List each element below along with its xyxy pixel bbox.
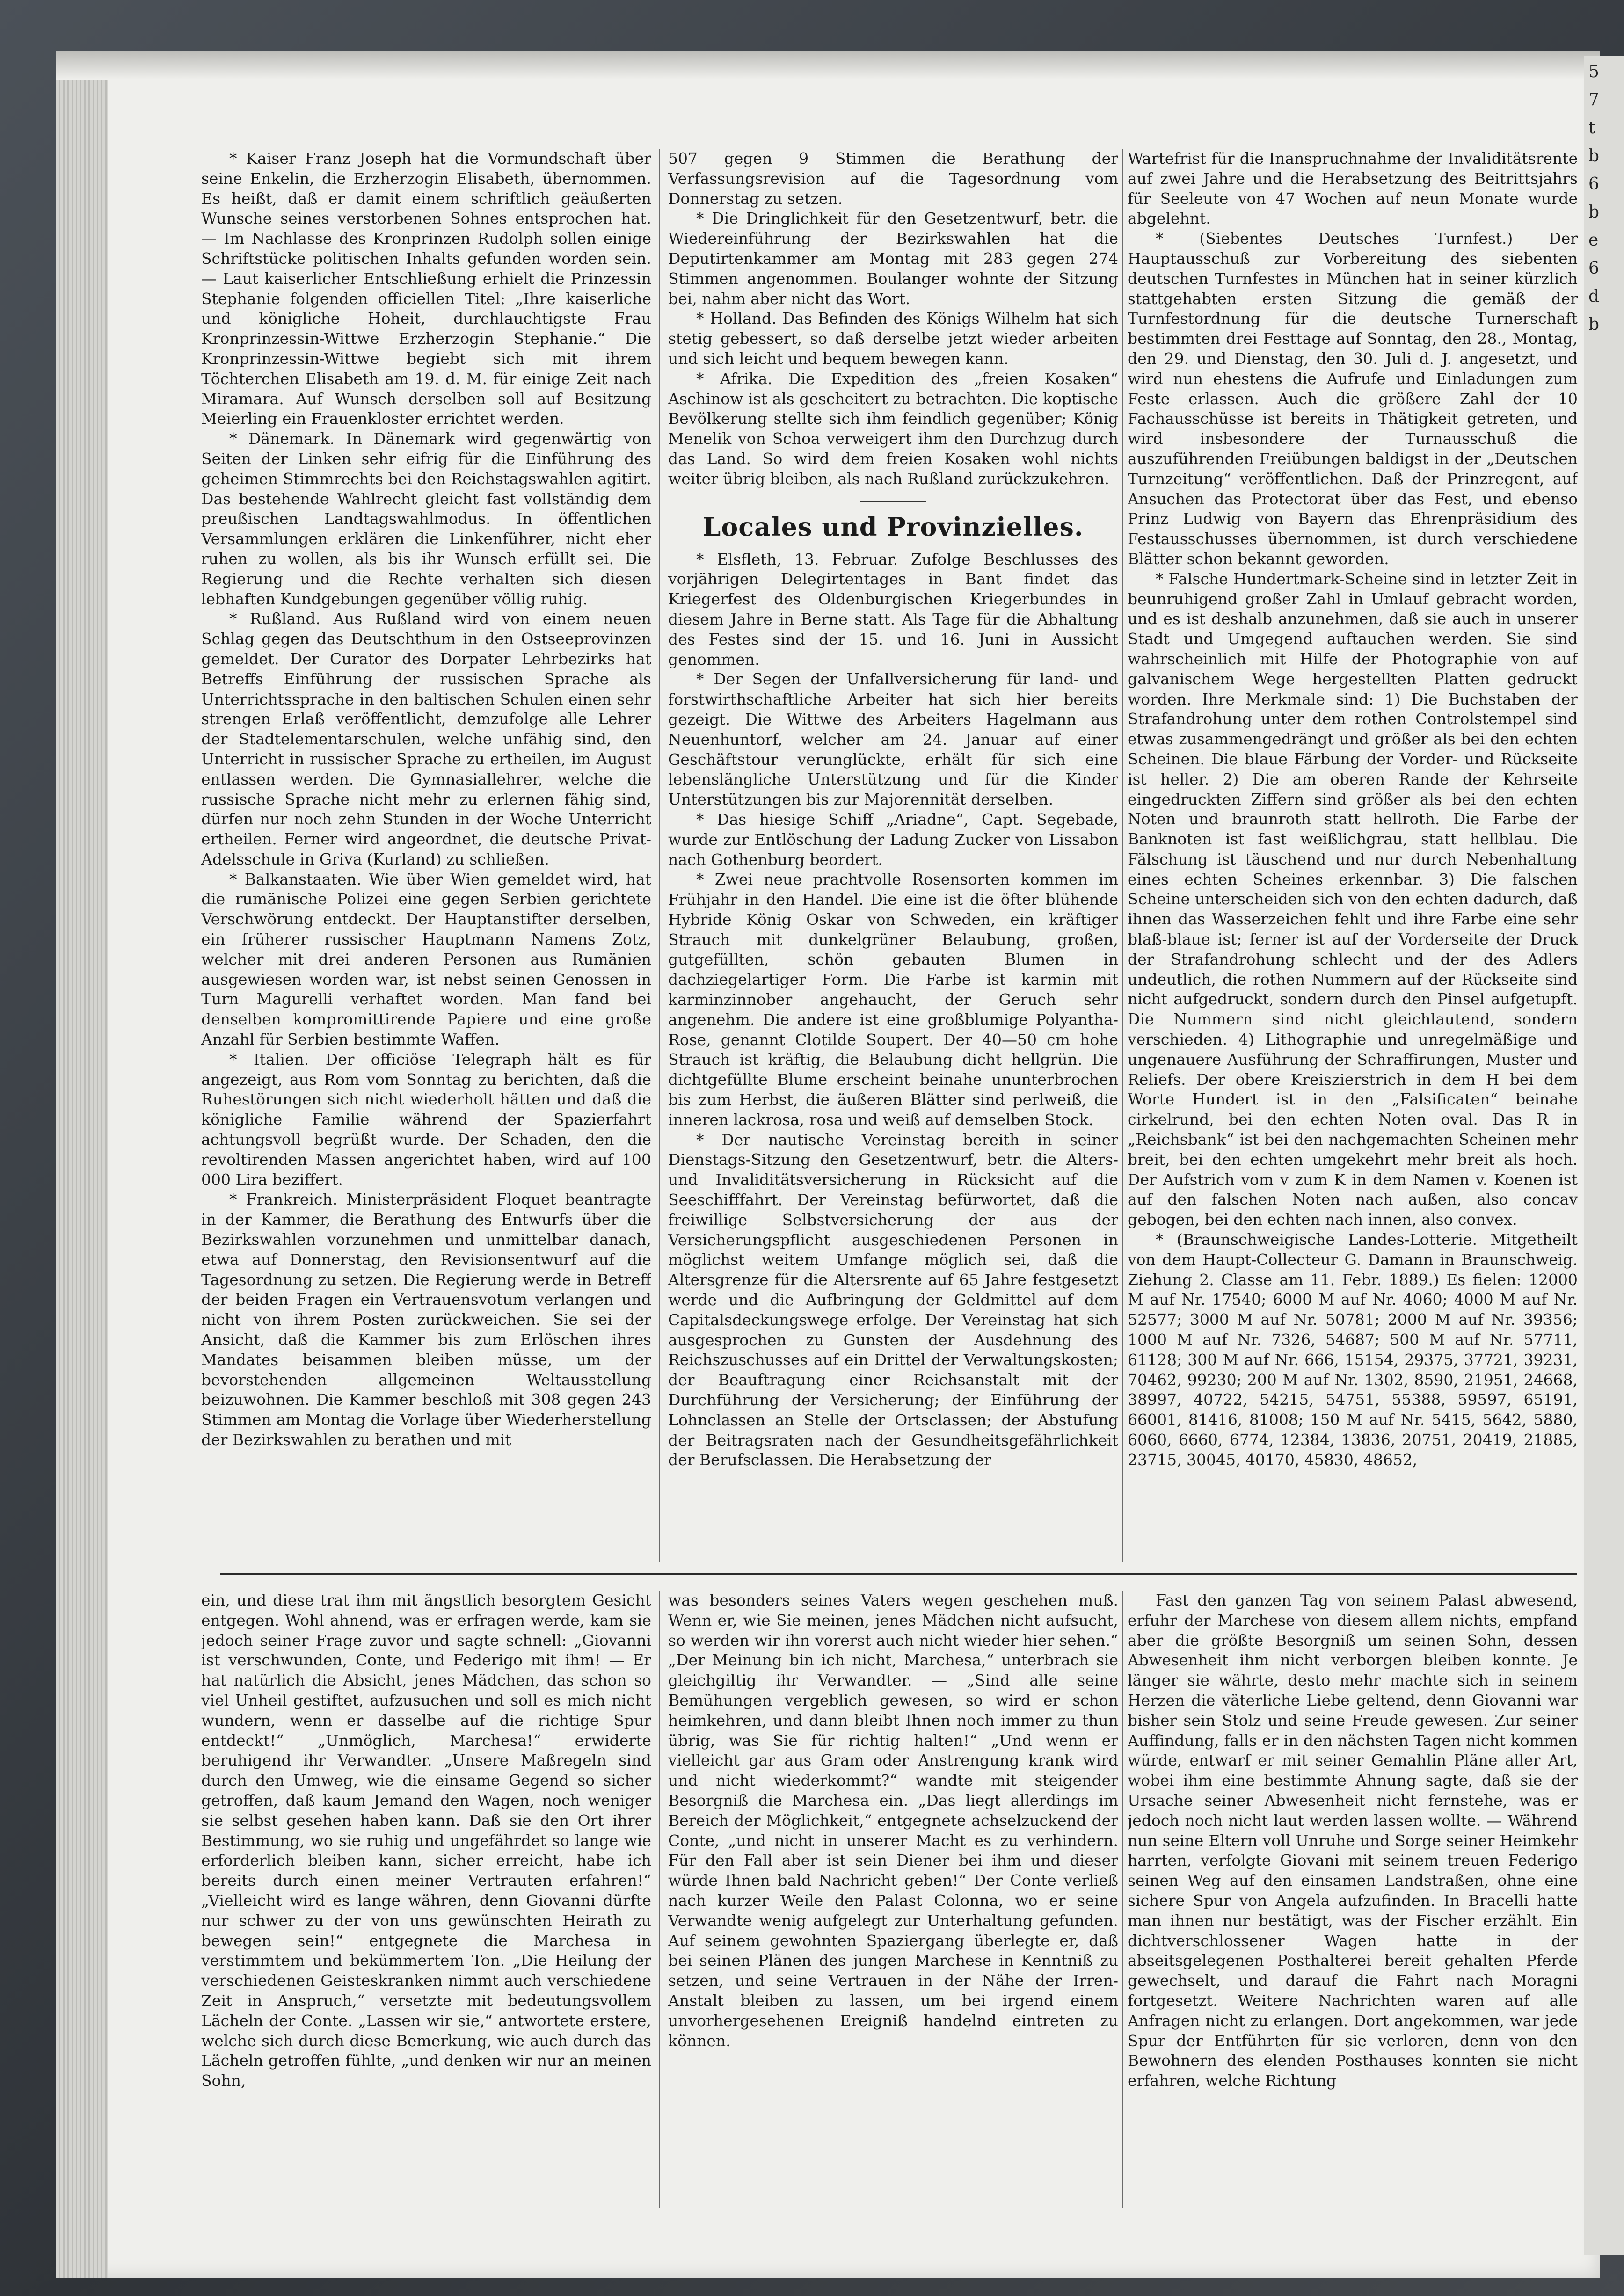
column-rule	[1122, 1591, 1123, 2208]
column-rule	[1122, 149, 1123, 1562]
margin-char: d	[1588, 287, 1600, 306]
column-2	[668, 149, 1118, 1566]
feuilleton-divider	[220, 1573, 1577, 1575]
column-rule	[659, 1591, 660, 2208]
article-africa: * Afrika. Die Expedition des „freien Kosaken“ Aschinow ist als gescheitert zu betrachten. Die koptische Bevölkerung stellte sich ihm feindlich gegenüber; König Menelik von Schoa verweigert ihm den Durchzug durch das Land. So wird dem freien Kosaken wohl nichts weiter übrig bleiben, als nach Rußland zurückzukehren.	[668, 369, 1118, 488]
margin-char: b	[1588, 203, 1600, 222]
column-rule	[659, 149, 660, 1562]
article-austria: * Kaiser Franz Joseph hat die Vormundschaft über seine Enkelin, die Erzherzogin Elisabeth, übernommen. Es heißt, daß er damit einem schriftlich geäußerten Wunsche seines verstorbenen Sohnes entsprochen hat. — Im Nachlasse des Kronprinzen Rudolph sollen einige Schriftstücke politischen Inhalts gefunden worden sein. — Laut kaiserlicher Entschließung erhielt die Prinzessin Stephanie folgenden officiellen Titel: „Ihre kaiserliche und königliche Hoheit, durchlauchtigste Frau Kronprinzessin-Wittwe Erzherzogin Stephanie.“ Die Kronprinzessin-Wittwe begiebt sich mit ihrem Töchterchen Elisabeth am 19. d. M. für einige Zeit nach Miramara. Auf Wunsch derselben soll auf Besitzung Meierling ein Frauenkloster errichtet werden.	[201, 149, 651, 428]
page-stack-edge	[56, 51, 108, 2278]
adjacent-page-strip	[1584, 56, 1624, 2255]
article-italy: * Italien. Der officiöse Telegraph hält es für angezeigt, aus Rom vom Sonntag zu berichten, daß die Ruhestörungen sich nicht wiederholt hätten und daß die königliche Familie während der Spazierfahrt achtungsvoll begrüßt wurde. Der Schaden, den die revoltirenden Massen angerichtet haben, wird auf 100 000 Lira beziffert.	[201, 1050, 651, 1189]
margin-char: 5	[1588, 62, 1599, 81]
article-unfall: * Der Segen der Unfallversicherung für land- und forstwirthschaftliche Arbeiter hat sich hier bereits gezeigt. Die Wittwe des Arbeiters Hagelmann aus Neuenhuntorf, welcher am 24. Januar auf einer Geschäftstour verunglückte, erhält für sich eine lebenslängliche Unterstützung und für die Kinder Unterstützungen bis zur Majorennität derselben.	[668, 670, 1118, 809]
article-elsfleth: * Elsfleth, 13. Februar. Zufolge Beschlusses des vorjährigen Delegirtentages in Bant findet das Kriegerfest des Oldenburgischen Kriegerbundes in diesem Jahre in Berne statt. Als Tage für die Abhaltung des Festes sind der 15. und 16. Juni in Aussicht genommen.	[668, 550, 1118, 668]
section-divider	[860, 501, 926, 502]
article-russia: * Rußland. Aus Rußland wird von einem neuen Schlag gegen das Deutschthum in den Ostseeprovinzen gemeldet. Der Curator des Dorpater Lehrbezirks hat Betreffs Einführung der russischen Sprache als Unterrichtssprache in den baltischen Schulen einen sehr strengen Erlaß veröffentlicht, demzufolge alle Lehrer der Stadtelementarschulen, welche unfähig sind, den Unterricht in russischer Sprache zu ertheilen, im August entlassen werden. Die Gymnasiallehrer, welche die russische Sprache nicht mehr zu erlernen fähig sind, dürfen nur noch zehn Stunden in der Woche Unterricht ertheilen. Ferner wird angeordnet, die deutsche Privat-Adelsschule in Griva (Kurland) zu schließen.	[201, 610, 651, 868]
article-turnfest: * (Siebentes Deutsches Turnfest.) Der Hauptausschuß zur Vorbereitung des siebenten deutschen Turnfestes in München hat in seiner kürzlich stattgehabten ersten Sitzung die gemäß der Turnfestordnung für die deutsche Turnerschaft bestimmten drei Festtage auf Sonntag, den 28., Montag, den 29. und Dienstag, den 30. Juli d. J. angesetzt, und wird nun ehestens die Aufrufe und Einladungen zum Feste erlassen. Auch die größere Zahl der 10 Fachausschüsse ist bereits in Thätigkeit getreten, und wird insbesondere der Turnausschuß die auszuführenden Freiübungen baldigst in der „Deutschen Turnzeitung“ veröffentlichen. Daß der Prinzregent, auf Ansuchen das Protectorat über das Fest, und ebenso Prinz Ludwig von Bayern das Ehrenpräsidium des Festausschusses übernommen, ist durch verschiedene Blätter schon bekannt geworden.	[1128, 229, 1578, 568]
column-3	[1128, 149, 1578, 1566]
feuilleton-text: was besonders seines Vaters wegen geschehen muß. Wenn er, wie Sie meinen, jenes Mädchen nicht aufsucht, so werden wir ihn vorerst auch nicht wieder hier sehen.“ „Der Meinung bin ich nicht, Marchesa,“ unterbrach sie gleichgiltig ihr Verwandter. — „Sind alle seine Bemühungen vergeblich gewesen, so wird er schon heimkehren, und dann bleibt Ihnen noch immer zu thun übrig, was Sie für richtig halten!“ „Und wenn er vielleicht gar aus Gram oder Anstrengung krank wird und nicht wiederkommt?“ wandte mit steigender Besorgniß die Marchesa ein. „Das liegt allerdings im Bereich der Möglichkeit,“ entgegnete achselzuckend der Conte, „und nicht in unserer Macht es zu verhindern. Für den Fall aber ist sein Diener bei ihm und dieser würde Ihnen bald Nachricht geben!“ Der Conte verließ nach kurzer Weile den Palast Colonna, wo er seine Verwandte wenig aufgelegt zur Unterhaltung gefunden. Auf seinem gewohnten Spaziergang überlegte er, daß bei seinen Plänen des jungen Marchese in Kenntniß zu setzen, und seine Vertrauen in der Nähe der Irren-Anstalt bleiben zu lassen, um bei irgend einem unvorhergesehenen Ereigniß handelnd eintreten zu können.	[668, 1591, 1118, 2050]
feuilleton-column-2	[668, 1591, 1118, 2213]
article-dringlichkeit: * Die Dringlichkeit für den Gesetzentwurf, betr. die Wiedereinführung der Bezirkswahlen hat die Deputirtenkammer am Montag mit 283 gegen 274 Stimmen angenommen. Boulanger wohnte der Sitzung bei, nahm aber nicht das Wort.	[668, 209, 1118, 308]
article-denmark: * Dänemark. In Dänemark wird gegenwärtig von Seiten der Linken sehr eifrig für die Einführung des geheimen Stimmrechts bei den Reichstagswahlen agitirt. Das bestehende Wahlrecht gleicht fast vollständig dem preußischen Landtagswahlmodus. In öffentlichen Versammlungen erklären die Linkenführer, nicht eher ruhen zu wollen, als bis ihr Wunsch erfüllt sei. Die Regierung und die Rechte verhalten sich diesen lebhaften Kundgebungen gegenüber völlig ruhig.	[201, 429, 651, 608]
section-heading: Locales und Provinzielles.	[703, 511, 1084, 542]
margin-char: 6	[1588, 174, 1599, 194]
article-lotterie: * (Braunschweigische Landes-Lotterie. Mitgetheilt von dem Haupt-Collecteur G. Damann in Braunschweig. Ziehung 2. Classe am 11. Febr. 1889.) Es fielen: 12000 M auf Nr. 17540; 6000 M auf Nr. 4060; 4000 M auf Nr. 52577; 3000 M auf Nr. 50781; 2000 M auf Nr. 39356; 1000 M auf Nr. 7326, 54687; 500 M auf Nr. 57711, 61128; 300 M auf Nr. 666, 15154, 29375, 37721, 39231, 70462, 99230; 200 M auf Nr. 1302, 8590, 21951, 24668, 38997, 40722, 54215, 54751, 55388, 59597, 65191, 66001, 81416, 81008; 150 M auf Nr. 5415, 5642, 5880, 6060, 6660, 6774, 12384, 13836, 20751, 20419, 21885, 23715, 30045, 40170, 45830, 48652,	[1128, 1230, 1578, 1469]
article-vereinstag: * Der nautische Vereinstag bereith in seiner Dienstags-Sitzung den Gesetzentwurf, betr. die Alters- und Invaliditätsversicherung in Rücksicht auf die Seeschifffahrt. Der Vereinstag befürwortet, daß die freiwillige Selbstversicherung der aus der Versicherungspflicht ausgeschiedenen Personen in möglichst weitem Umfange möglich sei, daß die Altersgrenze für die Altersrente auf 65 Jahre festgesetzt werde und die Aufbringung der Geldmittel auf dem Capitalsdeckungswege erfolge. Der Vereinstag hat sich ausgesprochen zu Gunsten der Ausdehnung des Reichszuschusses auf ein Drittel der Verwaltungskosten; der Beauftragung einer Reichsanstalt mit der Durchführung der Versicherung; der Einführung der Lohnclassen an Stelle der Ortsclassen; der Abstufung der Beitragsraten nach der Gesundheitsgefährlichkeit der Berufsclassen. Die Herabsetzung der	[668, 1130, 1118, 1469]
feuilleton-column-3	[1128, 1591, 1578, 2213]
feuilleton-text: ein, und diese trat ihm mit ängstlich besorgtem Gesicht entgegen. Wohl ahnend, was er erfragen werde, kam sie jedoch seiner Frage zuvor und sagte schnell: „Giovanni ist verschwunden, Conte, und Federigo mit ihm! — Er hat natürlich die Absicht, jenes Mädchen, das schon so viel Unheil gestiftet, aufzusuchen und soll es mich nicht wundern, wenn er dasselbe auf die richtige Spur entdeckt!“ „Unmöglich, Marchesa!“ erwiderte beruhigend ihr Verwandter. „Unsere Maßregeln sind durch den Umweg, wie die einsame Gegend so sicher getroffen, daß kaum Jemand den Wagen, noch weniger sie selbst gesehen haben kann. Daß sie den Ort ihrer Bestimmung, wo sie ruhig und ungefährdet so lange wie erforderlich bleiben kann, sicher erreicht, habe ich bereits durch einen meiner Vertrauten erfahren!“ „Vielleicht wird es lange währen, denn Giovanni dürfte nur schwer zu der von uns gewünschten Heirath zu bewegen sein!“ entgegnete die Marchesa in verstimmtem und bekümmertem Ton. „Die Heilung der verschiedenen Geisteskranken nimmt auch verschiedene Zeit in Anspruch,“ versetzte mit bedeutungsvollem Lächeln der Conte. „Lassen wir sie,“ antwortete erstere, welche sich durch diese Bemerkung, wie auch durch das Lächeln getroffen fühlte, „und denken wir nur an meinen Sohn,	[201, 1591, 651, 2090]
margin-char: t	[1588, 118, 1595, 138]
article-falschgeld: * Falsche Hundertmark-Scheine sind in letzter Zeit in beunruhigend großer Zahl in Umlauf gebracht worden, und es ist deshalb anzunehmen, daß sie auch in unserer Stadt und Umgegend auftauchen werden. Sie sind wahrscheinlich mit Hilfe der Photographie von auf galvanischem Wege hergestellten Platten gedruckt worden. Ihre Merkmale sind: 1) Die Buchstaben der Strafandrohung unter dem rothen Controlstempel sind etwas zusammengedrängt und größer als bei den echten Scheinen. Die blaue Färbung der Vorder- und Rückseite ist heller. 2) Die am oberen Rande der Kehrseite eingedruckten Ziffern sind größer als bei den echten Noten und braunroth statt hellroth. Die Farbe der Banknoten ist fast weißlichgrau, statt hellblau. Die Fälschung ist täuschend und nur durch Nebenhaltung eines echten Scheines erkennbar. 3) Die falschen Scheine unterscheiden sich von den echten dadurch, daß ihnen das Wasserzeichen fehlt und ihre Farbe eine sehr blaß-blaue ist; ferner ist auf der Vorderseite der Druck der Strafandrohung schlecht und der des Adlers undeutlich, die rothen Nummern auf der Rückseite sind nicht aufgedruckt, sondern durch den Pinsel aufgetupft. Die Nummern sind nicht gleichlautend, sondern verschieden. 4) Lithographie und unregelmäßige und ungenauere Ausführung der Schraffirungen, Muster und Reliefs. Der obere Kreiszierstrich in dem H bei dem Worte Hundert ist in den „Falsificaten“ beinahe cirkelrund, bei den echten Noten oval. Das R in „Reichsbank“ ist bei den nachgemachten Scheinen mehr breit, bei den echten umgekehrt mehr breit als hoch. Der Aufstrich vom v zum K in dem Namen v. Koenen ist auf den falschen Noten nach außen, also concav gebogen, bei den echten nach innen, also convex.	[1128, 569, 1578, 1229]
margin-char: 7	[1588, 90, 1599, 109]
column-1	[201, 149, 651, 1566]
article-vereinstag-cont: Wartefrist für die Inanspruchnahme der Invaliditätsrente auf zwei Jahre und die Herabsetzung des Beitrittsjahrs für Seeleute von 47 Wochen auf neun Monate wurde abgelehnt.	[1128, 149, 1578, 228]
margin-char: b	[1588, 146, 1600, 166]
margin-char: 6	[1588, 259, 1599, 278]
margin-char: e	[1588, 231, 1599, 250]
feuilleton-column-1	[201, 1591, 651, 2213]
article-france: * Frankreich. Ministerpräsident Floquet beantragte in der Kammer, die Berathung des Entwurfs über die Bezirkswahlen vorzunehmen und unmittelbar danach, etwa auf Donnerstag, den Revisionsentwurf auf die Tagesordnung zu setzen. Die Regierung werde in Betreff der beiden Fragen ein Vertrauensvotum verlangen und nicht von ihrem Posten zurückweichen. Sie sei der Ansicht, daß die Kammer bis zum Erlöschen ihres Mandates beisammen bleiben müsse, um der bevorstehenden allgemeinen Weltausstellung beizuwohnen. Die Kammer beschloß mit 308 gegen 243 Stimmen am Montag die Vorlage über Wiederherstellung der Bezirkswahlen zu berathen und mit	[201, 1190, 651, 1449]
article-ariadne: * Das hiesige Schiff „Ariadne“, Capt. Segebade, wurde zur Entlöschung der Ladung Zucker von Lissabon nach Gothenburg beordert.	[668, 810, 1118, 869]
article-france-cont: 507 gegen 9 Stimmen die Berathung der Verfassungsrevision auf die Tagesordnung vom Donnerstag zu setzen.	[668, 149, 1118, 208]
article-rosen: * Zwei neue prachtvolle Rosensorten kommen im Frühjahr in den Handel. Die eine ist die öfter blühende Hybride König Oskar von Schweden, ein kräftiger Strauch mit dunkelgrüner Belaubung, großen, gutgefüllten, schön gebauten Blumen in dachziegelartiger Form. Die Farbe ist karmin mit karminzinnober angehaucht, der Geruch sehr angenehm. Die andere ist eine großblumige Polyantha-Rose, genannt Clotilde Soupert. Der 40—50 cm hohe Strauch ist kräftig, die Belaubung dicht hellgrün. Die dichtgefüllte Blume erscheint beinahe ununterbrochen bis zum Herbst, die äußeren Blätter sind perlweiß, die inneren lackrosa, rosa und weiß auf demselben Stock.	[668, 870, 1118, 1129]
margin-char: b	[1588, 315, 1600, 334]
article-balkans: * Balkanstaaten. Wie über Wien gemeldet wird, hat die rumänische Polizei eine gegen Serbien gerichtete Verschwörung entdeckt. Der Hauptanstifter derselben, ein früherer russischer Hauptmann Namens Zotz, welcher mit drei anderen Personen aus Rumänien ausgewiesen worden war, ist nebst seinen Genossen in Turn Magurelli verhaftet worden. Man fand bei denselben kompromittirende Papiere und eine große Anzahl für Serbien bestimmte Waffen.	[201, 870, 651, 1049]
page-top-shadow	[56, 51, 1600, 80]
article-holland: * Holland. Das Befinden des Königs Wilhelm hat sich stetig gebessert, so daß derselbe jetzt wieder arbeiten und sich leicht und bequem bewegen kann.	[668, 309, 1118, 368]
feuilleton-text: Fast den ganzen Tag von seinem Palast abwesend, erfuhr der Marchese von diesem allem nichts, empfand aber die größte Besorgniß um seinen Sohn, dessen Abwesenheit ihm nicht verborgen bleiben konnte. Je länger sie währte, desto mehr machte sich in seinem Herzen die väterliche Liebe geltend, denn Giovanni war bisher sein Stolz und seine Freude gewesen. Zur seiner Auffindung, falls er in den nächsten Tagen nicht kommen würde, entwarf er mit seiner Gemahlin Pläne aller Art, wobei ihm eine bestimmte Ahnung sagte, daß sie der Ursache seiner Abwesenheit nicht fernstehe, was er jedoch noch nicht laut werden lassen wollte. — Während nun seine Eltern voll Unruhe und Sorge seiner Heimkehr harrten, verfolgte Giovani mit seinem treuen Federigo seinen Weg auf den einsamen Landstraßen, ohne eine sichere Spur von Angela aufzufinden. In Bracelli hatte man ihnen nur bestätigt, was der Fischer erzählt. Ein dichtverschlossener Wagen hatte in der abseitsgelegenen Posthalterei bereit gehalten Pferde gewechselt, und darauf die Fahrt nach Moragni fortgesetzt. Weitere Nachrichten waren auf alle Anfragen nicht zu erlangen. Dort angekommen, war jede Spur der Entführten für sie verloren, denn von den Bewohnern des elenden Posthauses konnten sie nicht erfahren, welche Richtung	[1128, 1591, 1578, 2090]
